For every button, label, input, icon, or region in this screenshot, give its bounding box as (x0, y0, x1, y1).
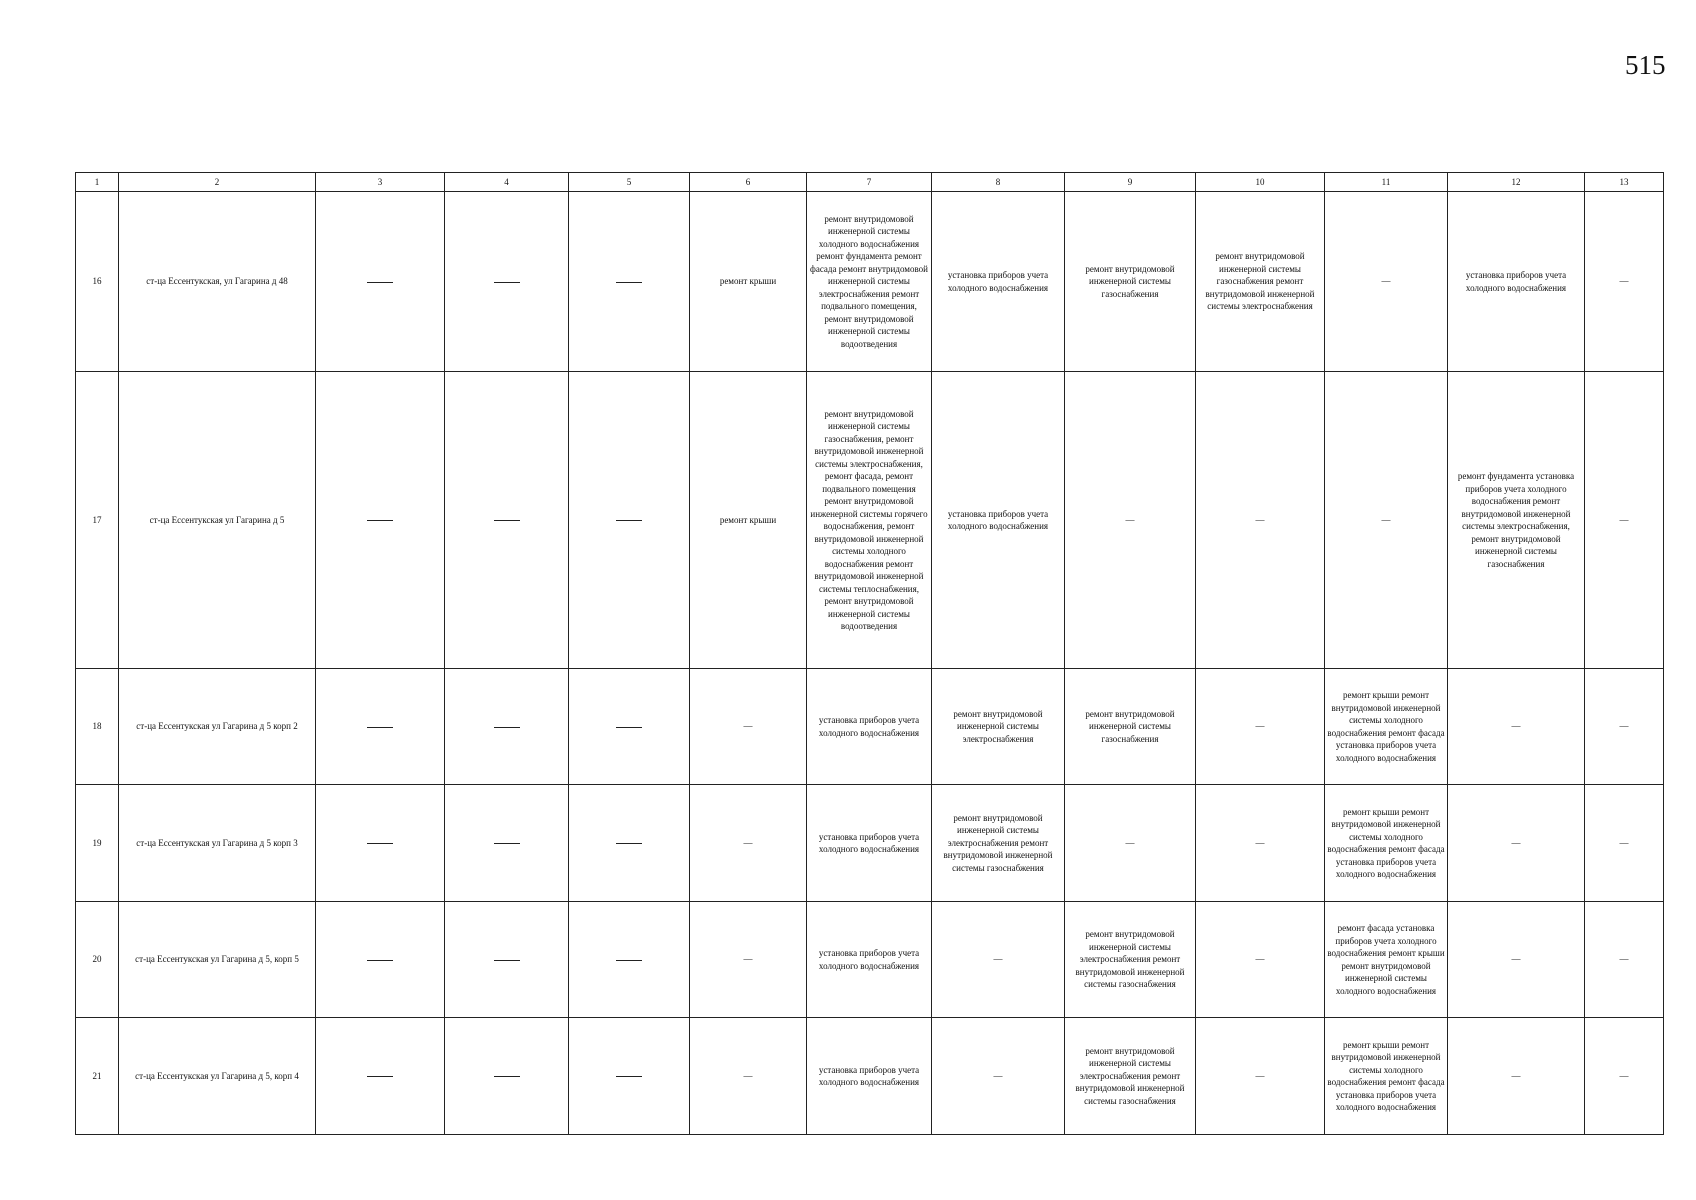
row-number: 20 (76, 902, 119, 1018)
empty-dash-cell (445, 902, 569, 1018)
work-cell-12: — (1448, 1018, 1585, 1135)
work-cell-7: установка приборов учета холодного водоснабжения (807, 669, 932, 785)
col-header-8: 8 (932, 173, 1065, 192)
work-cell-11: — (1325, 192, 1448, 372)
work-cell-9: — (1065, 785, 1196, 902)
work-cell-8: ремонт внутридомовой инженерной системы электроснабжения ремонт внутридомовой инженерной системы газоснабжения (932, 785, 1065, 902)
work-cell-9: — (1065, 372, 1196, 669)
dash-mark (494, 727, 520, 728)
work-cell-8: установка приборов учета холодного водоснабжения (932, 192, 1065, 372)
dash-mark (616, 727, 642, 728)
empty-dash-cell (445, 372, 569, 669)
work-cell-10: — (1196, 902, 1325, 1018)
row-number: 19 (76, 785, 119, 902)
empty-dash-cell (569, 785, 690, 902)
col-header-4: 4 (445, 173, 569, 192)
work-cell-12: — (1448, 669, 1585, 785)
work-cell-13: — (1585, 785, 1664, 902)
col-header-3: 3 (316, 173, 445, 192)
address-cell: ст-ца Ессентукская ул Гагарина д 5, корп 4 (119, 1018, 316, 1135)
work-cell-10: ремонт внутридомовой инженерной системы газоснабжения ремонт внутридомовой инженерной системы электроснабжения (1196, 192, 1325, 372)
work-cell-11: ремонт крыши ремонт внутридомовой инженерной системы холодного водоснабжения ремонт фасада установка приборов учета холодного водоснабжения (1325, 785, 1448, 902)
work-cell-9: ремонт внутридомовой инженерной системы электроснабжения ремонт внутридомовой инженерной системы газоснабжения (1065, 902, 1196, 1018)
dash-mark (616, 960, 642, 961)
table-row (76, 902, 1664, 1018)
work-cell-8: — (932, 1018, 1065, 1135)
col-header-2: 2 (119, 173, 316, 192)
work-cell-12: — (1448, 785, 1585, 902)
empty-dash-cell (569, 192, 690, 372)
work-cell-10: — (1196, 1018, 1325, 1135)
col-header-7: 7 (807, 173, 932, 192)
row-number: 17 (76, 372, 119, 669)
empty-dash-cell (316, 669, 445, 785)
dash-mark (494, 520, 520, 521)
work-cell-11: ремонт фасада установка приборов учета холодного водоснабжения ремонт крыши ремонт внутридомовой инженерной системы холодного водоснабжения (1325, 902, 1448, 1018)
col-header-13: 13 (1585, 173, 1664, 192)
work-cell-7: установка приборов учета холодного водоснабжения (807, 902, 932, 1018)
work-cell-11: — (1325, 372, 1448, 669)
row-number: 21 (76, 1018, 119, 1135)
work-cell-13: — (1585, 669, 1664, 785)
dash-mark (367, 843, 393, 844)
empty-dash-cell (569, 1018, 690, 1135)
col-header-12: 12 (1448, 173, 1585, 192)
work-cell-6: ремонт крыши (690, 372, 807, 669)
col-header-9: 9 (1065, 173, 1196, 192)
empty-dash-cell (316, 372, 445, 669)
empty-dash-cell (569, 902, 690, 1018)
empty-dash-cell (569, 372, 690, 669)
col-header-5: 5 (569, 173, 690, 192)
empty-dash-cell (316, 902, 445, 1018)
empty-dash-cell (316, 785, 445, 902)
work-cell-8: — (932, 902, 1065, 1018)
work-cell-7: установка приборов учета холодного водоснабжения (807, 785, 932, 902)
empty-dash-cell (569, 669, 690, 785)
empty-dash-cell (316, 192, 445, 372)
address-cell: ст-ца Ессентукская ул Гагарина д 5 (119, 372, 316, 669)
dash-mark (367, 282, 393, 283)
work-cell-13: — (1585, 372, 1664, 669)
address-cell: ст-ца Ессентукская ул Гагарина д 5 корп 3 (119, 785, 316, 902)
empty-dash-cell (445, 192, 569, 372)
table-row (76, 372, 1664, 669)
address-cell: ст-ца Ессентукская ул Гагарина д 5 корп 2 (119, 669, 316, 785)
table-row (76, 785, 1664, 902)
col-header-11: 11 (1325, 173, 1448, 192)
work-cell-6: — (690, 785, 807, 902)
work-cell-13: — (1585, 902, 1664, 1018)
work-cell-9: ремонт внутридомовой инженерной системы электроснабжения ремонт внутридомовой инженерной системы газоснабжения (1065, 1018, 1196, 1135)
dash-mark (494, 1076, 520, 1077)
address-cell: ст-ца Ессентукская ул Гагарина д 5, корп 5 (119, 902, 316, 1018)
address-cell: ст-ца Ессентукская, ул Гагарина д 48 (119, 192, 316, 372)
work-cell-6: — (690, 1018, 807, 1135)
column-number-row (76, 173, 1664, 192)
work-cell-9: ремонт внутридомовой инженерной системы газоснабжения (1065, 192, 1196, 372)
work-cell-8: ремонт внутридомовой инженерной системы электроснабжения (932, 669, 1065, 785)
dash-mark (494, 843, 520, 844)
dash-mark (494, 282, 520, 283)
work-cell-12: установка приборов учета холодного водоснабжения (1448, 192, 1585, 372)
dash-mark (616, 1076, 642, 1077)
work-cell-9: ремонт внутридомовой инженерной системы газоснабжения (1065, 669, 1196, 785)
dash-mark (367, 960, 393, 961)
table-row (76, 669, 1664, 785)
dash-mark (367, 520, 393, 521)
page-number: 515 (1625, 50, 1666, 80)
work-cell-7: ремонт внутридомовой инженерной системы газоснабжения, ремонт внутридомовой инженерной системы электроснабжения, ремонт фасада, ремонт подвального помещения ремонт внутридомовой инженерной системы горячего водоснабжения, ремонт внутридомовой инженерной системы холодного водоснабжения ремонт внутридомовой инженерной системы теплоснабжения, ремонт внутридомовой инженерной системы водоотведения (807, 372, 932, 669)
dash-mark (616, 843, 642, 844)
table-row (76, 192, 1664, 372)
work-cell-10: — (1196, 669, 1325, 785)
row-number: 18 (76, 669, 119, 785)
work-cell-10: — (1196, 372, 1325, 669)
work-cell-7: ремонт внутридомовой инженерной системы холодного водоснабжения ремонт фундамента ремонт фасада ремонт внутридомовой инженерной системы электроснабжения ремонт подвального помещения, ремонт внутридомовой инженерной системы водоотведения (807, 192, 932, 372)
dash-mark (367, 727, 393, 728)
dash-mark (367, 1076, 393, 1077)
work-cell-10: — (1196, 785, 1325, 902)
dash-mark (494, 960, 520, 961)
empty-dash-cell (445, 669, 569, 785)
row-number: 16 (76, 192, 119, 372)
work-schedule-table (75, 172, 1664, 1135)
empty-dash-cell (316, 1018, 445, 1135)
work-cell-13: — (1585, 192, 1664, 372)
empty-dash-cell (445, 785, 569, 902)
empty-dash-cell (445, 1018, 569, 1135)
work-cell-7: установка приборов учета холодного водоснабжения (807, 1018, 932, 1135)
work-cell-8: установка приборов учета холодного водоснабжения (932, 372, 1065, 669)
work-cell-6: ремонт крыши (690, 192, 807, 372)
col-header-10: 10 (1196, 173, 1325, 192)
work-cell-13: — (1585, 1018, 1664, 1135)
work-cell-12: — (1448, 902, 1585, 1018)
dash-mark (616, 520, 642, 521)
table-row (76, 1018, 1664, 1135)
work-cell-6: — (690, 902, 807, 1018)
work-cell-6: — (690, 669, 807, 785)
work-cell-11: ремонт крыши ремонт внутридомовой инженерной системы холодного водоснабжения ремонт фасада установка приборов учета холодного водоснабжения (1325, 1018, 1448, 1135)
work-cell-12: ремонт фундамента установка приборов учета холодного водоснабжения ремонт внутридомовой инженерной системы электроснабжения, ремонт внутридомовой инженерной системы газоснабжения (1448, 372, 1585, 669)
col-header-1: 1 (76, 173, 119, 192)
dash-mark (616, 282, 642, 283)
col-header-6: 6 (690, 173, 807, 192)
work-cell-11: ремонт крыши ремонт внутридомовой инженерной системы холодного водоснабжения ремонт фасада установка приборов учета холодного водоснабжения (1325, 669, 1448, 785)
